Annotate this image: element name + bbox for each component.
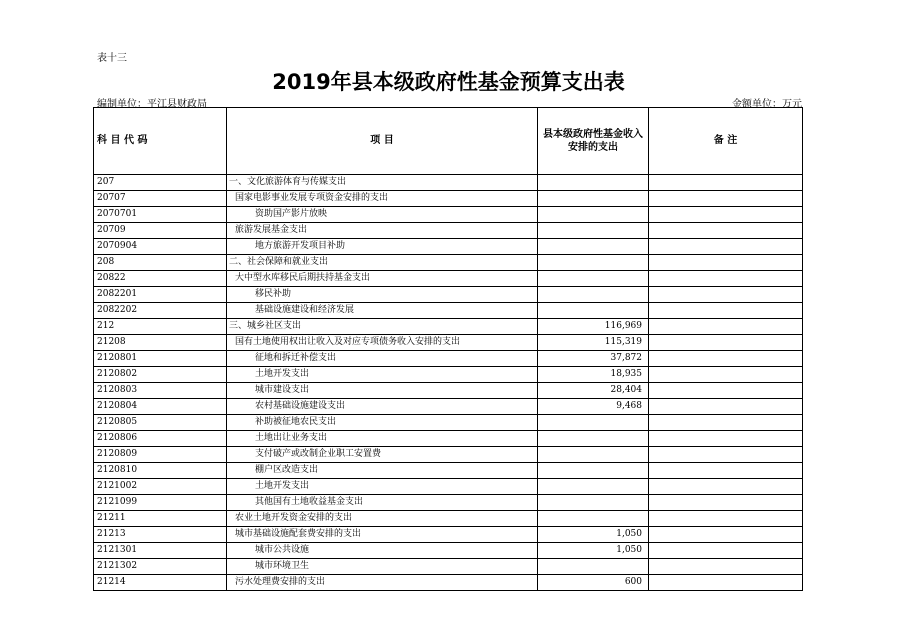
row-item-name: 城市建设支出 (227, 383, 538, 399)
table-row (94, 335, 803, 351)
row-item-name: 一、文化旅游体育与传媒支出 (227, 175, 538, 191)
row-note (649, 351, 803, 367)
row-code: 2120802 (94, 367, 227, 383)
amount-unit: 金额单位：万元 (732, 99, 802, 110)
row-amount (538, 271, 649, 287)
row-note (649, 175, 803, 191)
row-code: 21208 (94, 335, 227, 351)
row-amount (538, 207, 649, 223)
table-row (94, 383, 803, 399)
row-code: 20707 (94, 191, 227, 207)
row-item-name: 土地出让业务支出 (227, 431, 538, 447)
row-item-name: 城市环境卫生 (227, 559, 538, 575)
table-row (94, 255, 803, 271)
row-item-name: 移民补助 (227, 287, 538, 303)
row-code: 2120801 (94, 351, 227, 367)
row-note (649, 447, 803, 463)
row-note (649, 559, 803, 575)
table-row (94, 543, 803, 559)
row-item-name: 土地开发支出 (227, 367, 538, 383)
row-note (649, 303, 803, 319)
row-code: 2120806 (94, 431, 227, 447)
table-row (94, 399, 803, 415)
table-row (94, 239, 803, 255)
row-note (649, 575, 803, 591)
table-row (94, 367, 803, 383)
budget-table (93, 107, 803, 591)
table-row (94, 479, 803, 495)
row-item-name: 农村基础设施建设支出 (227, 399, 538, 415)
row-amount (538, 431, 649, 447)
row-amount: 115,319 (538, 335, 649, 351)
table-row (94, 431, 803, 447)
row-amount: 1,050 (538, 527, 649, 543)
row-item-name: 国家电影事业发展专项资金安排的支出 (227, 191, 538, 207)
row-note (649, 527, 803, 543)
row-amount (538, 287, 649, 303)
row-code: 212 (94, 319, 227, 335)
table-row (94, 575, 803, 591)
table-row (94, 319, 803, 335)
row-item-name: 旅游发展基金支出 (227, 223, 538, 239)
row-note (649, 223, 803, 239)
row-amount (538, 239, 649, 255)
row-code: 207 (94, 175, 227, 191)
row-item-name: 棚户区改造支出 (227, 463, 538, 479)
row-item-name: 城市公共设施 (227, 543, 538, 559)
row-note (649, 543, 803, 559)
row-amount (538, 559, 649, 575)
row-note (649, 207, 803, 223)
row-amount: 600 (538, 575, 649, 591)
row-note (649, 335, 803, 351)
col-header-code: 科 目 代 码 (94, 108, 227, 175)
row-note (649, 383, 803, 399)
row-code: 21213 (94, 527, 227, 543)
row-amount: 9,468 (538, 399, 649, 415)
row-item-name: 资助国产影片放映 (227, 207, 538, 223)
table-number: 表十三 (97, 53, 127, 64)
row-note (649, 367, 803, 383)
row-amount (538, 479, 649, 495)
table-row (94, 495, 803, 511)
table-row (94, 559, 803, 575)
row-amount (538, 175, 649, 191)
row-item-name: 二、社会保障和就业支出 (227, 255, 538, 271)
row-amount (538, 495, 649, 511)
row-item-name: 土地开发支出 (227, 479, 538, 495)
row-item-name: 农业土地开发资金安排的支出 (227, 511, 538, 527)
row-amount: 28,404 (538, 383, 649, 399)
row-note (649, 431, 803, 447)
table-row (94, 223, 803, 239)
row-item-name: 污水处理费安排的支出 (227, 575, 538, 591)
row-note (649, 319, 803, 335)
page-title: 2019年县本级政府性基金预算支出表 (272, 70, 625, 94)
row-amount (538, 255, 649, 271)
row-note (649, 511, 803, 527)
compiling-unit: 编制单位：平江县财政局 (97, 99, 207, 110)
table-row (94, 351, 803, 367)
row-item-name: 其他国有土地收益基金支出 (227, 495, 538, 511)
row-note (649, 479, 803, 495)
row-item-name: 三、城乡社区支出 (227, 319, 538, 335)
table-row (94, 175, 803, 191)
row-note (649, 239, 803, 255)
header-row (94, 108, 803, 175)
row-code: 2120803 (94, 383, 227, 399)
row-item-name: 支付破产或改制企业职工安置费 (227, 447, 538, 463)
table-row (94, 415, 803, 431)
row-code: 2082201 (94, 287, 227, 303)
row-item-name: 大中型水库移民后期扶持基金支出 (227, 271, 538, 287)
row-item-name: 补助被征地农民支出 (227, 415, 538, 431)
row-code: 2082202 (94, 303, 227, 319)
row-item-name: 基础设施建设和经济发展 (227, 303, 538, 319)
table-row (94, 527, 803, 543)
row-note (649, 287, 803, 303)
table-row (94, 287, 803, 303)
table-row (94, 511, 803, 527)
row-code: 2121002 (94, 479, 227, 495)
row-item-name: 征地和拆迁补偿支出 (227, 351, 538, 367)
row-note (649, 191, 803, 207)
row-item-name: 地方旅游开发项目补助 (227, 239, 538, 255)
row-amount (538, 447, 649, 463)
row-amount (538, 191, 649, 207)
row-code: 2070701 (94, 207, 227, 223)
table-row (94, 207, 803, 223)
row-item-name: 国有土地使用权出让收入及对应专项债务收入安排的支出 (227, 335, 538, 351)
table-row (94, 191, 803, 207)
row-amount: 116,969 (538, 319, 649, 335)
row-note (649, 495, 803, 511)
table-row (94, 463, 803, 479)
row-code: 2120810 (94, 463, 227, 479)
row-amount (538, 303, 649, 319)
row-amount: 37,872 (538, 351, 649, 367)
row-code: 21211 (94, 511, 227, 527)
col-header-note: 备 注 (649, 108, 803, 175)
row-code: 2121099 (94, 495, 227, 511)
row-item-name: 城市基础设施配套费安排的支出 (227, 527, 538, 543)
row-code: 2120805 (94, 415, 227, 431)
row-amount (538, 463, 649, 479)
row-note (649, 271, 803, 287)
table-row (94, 447, 803, 463)
row-amount (538, 511, 649, 527)
row-code: 2121302 (94, 559, 227, 575)
col-header-amount-line1: 县本级政府性基金收入 (543, 129, 643, 140)
row-code: 2121301 (94, 543, 227, 559)
row-amount (538, 415, 649, 431)
row-note (649, 415, 803, 431)
row-amount: 18,935 (538, 367, 649, 383)
table-row (94, 271, 803, 287)
row-code: 2120809 (94, 447, 227, 463)
row-code: 20709 (94, 223, 227, 239)
col-header-amount (538, 108, 649, 175)
row-note (649, 463, 803, 479)
row-note (649, 255, 803, 271)
table-body (94, 175, 803, 591)
col-header-item: 项 目 (227, 108, 538, 175)
row-code: 2070904 (94, 239, 227, 255)
row-amount: 1,050 (538, 543, 649, 559)
table-row (94, 303, 803, 319)
row-note (649, 399, 803, 415)
row-code: 20822 (94, 271, 227, 287)
row-code: 21214 (94, 575, 227, 591)
row-code: 2120804 (94, 399, 227, 415)
row-amount (538, 223, 649, 239)
row-code: 208 (94, 255, 227, 271)
col-header-amount-line2: 安排的支出 (568, 142, 618, 153)
